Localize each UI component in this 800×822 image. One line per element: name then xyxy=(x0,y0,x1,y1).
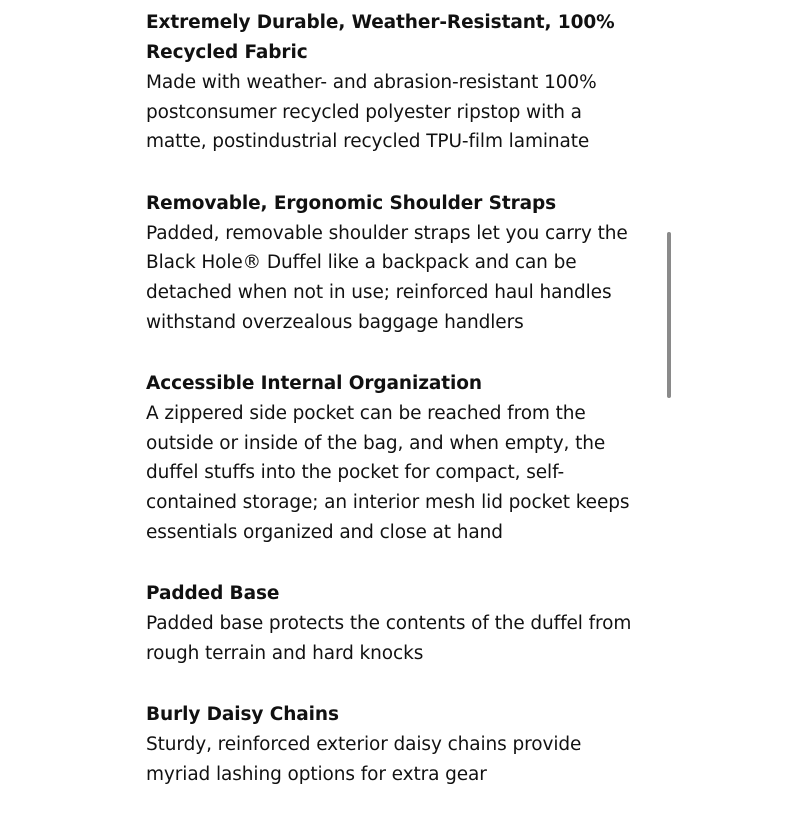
feature-title: Accessible Internal Organization xyxy=(146,373,482,395)
feature-description: Made with weather- and abrasion-resistant 100% postconsumer recycled polyester ripstop with a matte, postindustrial recycled TPU-film laminate xyxy=(146,72,597,153)
feature-description: A zippered side pocket can be reached from the outside or inside of the bag, and when empty, the duffel stuffs into the pocket for compact, self-contained storage; an interior mesh lid pocket keeps essentials organized and close at hand xyxy=(146,403,630,543)
feature-list xyxy=(146,8,646,822)
feature-item xyxy=(146,579,646,668)
feature-title: Padded Base xyxy=(146,583,280,605)
feature-description: Padded base protects the contents of the duffel from rough terrain and hard knocks xyxy=(146,613,632,664)
feature-description: Sturdy, reinforced exterior daisy chains provide myriad lashing options for extra gear xyxy=(146,734,582,785)
feature-description: Padded, removable shoulder straps let you carry the Black Hole® Duffel like a backpack and can be detached when not in use; reinforced haul handles withstand overzealous baggage handlers xyxy=(146,222,628,333)
scrollbar-thumb[interactable] xyxy=(667,232,671,398)
feature-item xyxy=(146,369,646,547)
feature-title: Extremely Durable, Weather-Resistant, 100% Recycled Fabric xyxy=(146,12,615,63)
vertical-scrollbar[interactable] xyxy=(666,228,672,402)
feature-title: Burly Daisy Chains xyxy=(146,704,339,726)
feature-title: Removable, Ergonomic Shoulder Straps xyxy=(146,192,557,214)
feature-item xyxy=(146,8,646,157)
feature-item xyxy=(146,189,646,337)
feature-item xyxy=(146,700,646,789)
